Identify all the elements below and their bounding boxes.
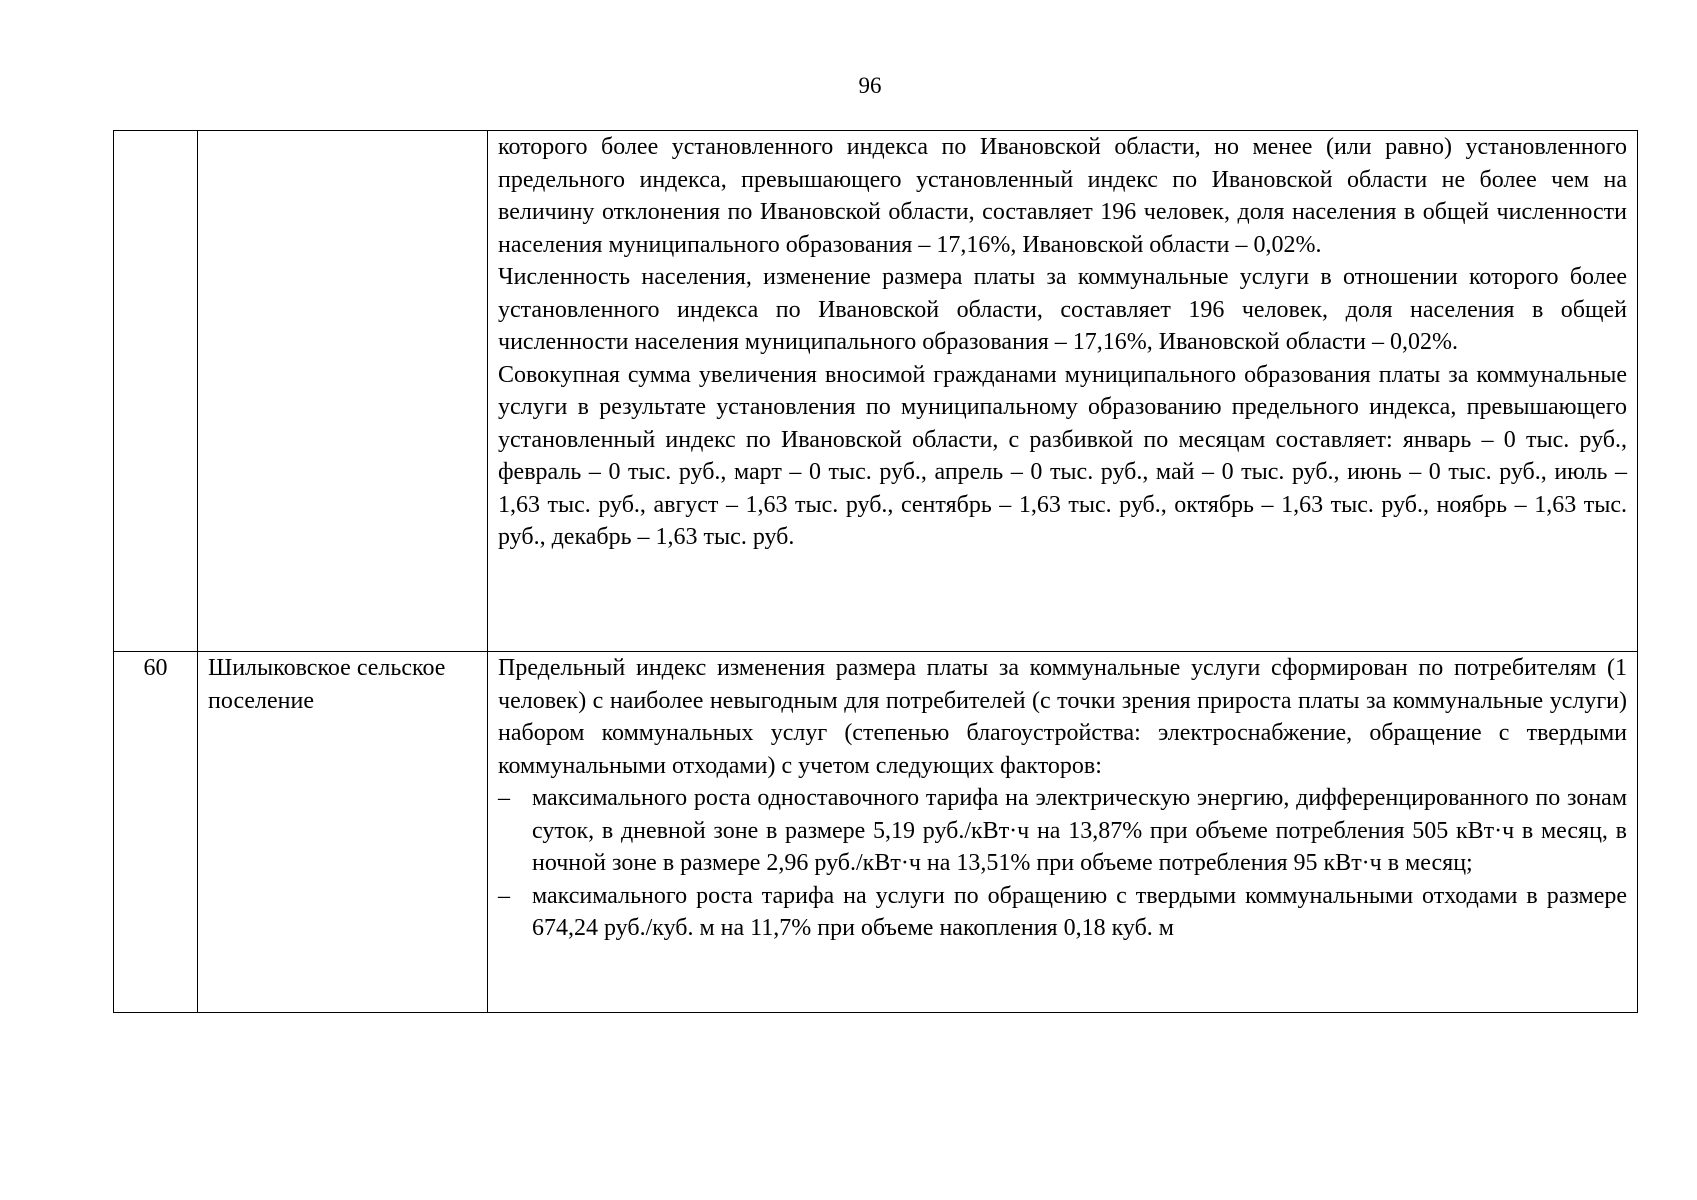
row-number-cell — [114, 131, 198, 652]
description-cell — [488, 131, 1638, 652]
table-row — [114, 131, 1638, 652]
factor-item — [498, 782, 1627, 880]
description-cell — [488, 652, 1638, 1013]
description-paragraph: которого более установленного индекса по Ивановской области, но менее (или равно) установленного предельного индекса, превышающего установленный индекс по Ивановской области не более чем на величину отклонения по Ивановской области, составляет 196 человек, доля населения в общей численности населения муниципального образования – 17,16%, Ивановской области – 0,02%. — [498, 134, 1627, 258]
municipality-name-cell: Шилыковское сельское поселение — [198, 652, 488, 1013]
table-row — [114, 652, 1638, 1013]
factor-text: максимального роста тарифа на услуги по обращению с твердыми коммунальными отходами в размере 674,24 руб./куб. м на 11,7% при объеме накопления 0,18 куб. м — [532, 882, 1627, 941]
municipality-name-cell — [198, 131, 488, 652]
description-intro: Предельный индекс изменения размера платы за коммунальные услуги сформирован по потребителям (1 человек) с наиболее невыгодным для потребителей (с точки зрения прироста платы за коммунальные услуги) набором коммунальных услуг (степенью благоустройства: электроснабжение, обращение с твердыми коммунальными отходами) с учетом следующих факторов: — [498, 655, 1627, 779]
dash-bullet: – — [498, 785, 510, 811]
description-paragraph: Совокупная сумма увеличения вносимой гражданами муниципального образования платы за коммунальные услуги в результате установления по муниципальному образованию предельного индекса, превышающего установленный индекс по Ивановской области, с разбивкой по месяцам составляет: январь – 0 тыс. руб., февраль – 0 тыс. руб., март – 0 тыс. руб., апрель – 0 тыс. руб., май – 0 тыс. руб., июнь – 0 тыс. руб., июль – 1,63 тыс. руб., август – 1,63 тыс. руб., сентябрь – 1,63 тыс. руб., октябрь – 1,63 тыс. руб., ноябрь – 1,63 тыс. руб., декабрь – 1,63 тыс. руб. — [498, 361, 1627, 550]
row-number-cell: 60 — [114, 652, 198, 1013]
dash-bullet: – — [498, 882, 510, 909]
description-paragraph: Численность населения, изменение размера платы за коммунальные услуги в отношении которого более установленного индекса по Ивановской области, составляет 196 человек, доля населения в общей численности населения муниципального образования – 17,16%, Ивановской области – 0,02%. — [498, 264, 1627, 355]
factor-list — [498, 782, 1627, 945]
municipal-index-table — [113, 130, 1638, 1013]
factor-text: максимального роста одноставочного тарифа на электрическую энергию, дифференцированного по зонам суток, в дневной зоне в размере 5,19 руб./кВт·ч на 13,87% при объеме потребления 505 кВт·ч в месяц, в ночной зоне в размере 2,96 руб./кВт·ч на 13,51% при объеме потребления 95 кВт·ч в месяц; — [532, 785, 1627, 876]
factor-item — [498, 880, 1627, 945]
page-number: 96 — [858, 73, 882, 98]
